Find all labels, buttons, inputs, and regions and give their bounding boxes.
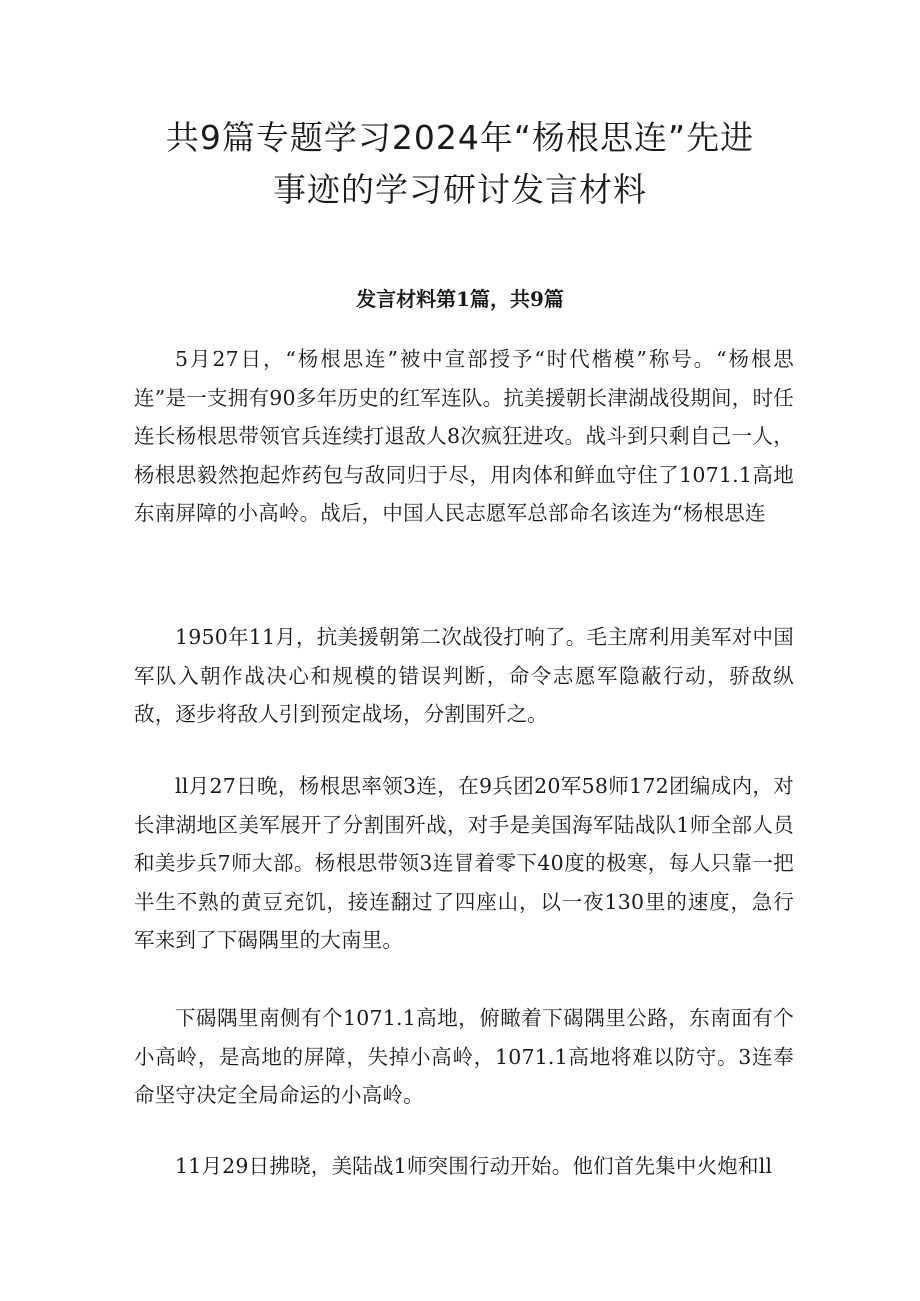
document-title — [130, 112, 790, 216]
body-paragraph-5: 11月29日拂晓，美陆战1师突围行动开始。他们首先集中火炮和ll — [175, 1154, 773, 1178]
body-paragraph-2: 1950年11月，抗美援朝第二次战役打响了。毛主席利用美军对中国军队入朝作战决心和规模的错误判断，命令志愿军隐蔽行动，骄敌纵敌，逐步将敌人引到预定战场，分割围歼之。 — [134, 625, 794, 727]
body-paragraph-3: ll月27日晚，杨根思率领3连，在9兵团20军58师172团编成内，对长津湖地区美军展开了分割围歼战，对手是美国海军陆战队1师全部人员和美步兵7师大部。杨根思带领3连冒着零下40度的极寒，每人只靠一把半生不熟的黄豆充饥，接连翻过了四座山，以一夜130里的速度，急行军来到了下碣隅里的大南里。 — [134, 774, 794, 953]
section-heading: 发言材料第1篇，共9篇 — [356, 287, 564, 311]
document-title-line-2: 事迹的学习研讨发言材料 — [273, 170, 647, 209]
document-title-line-1: 共9篇专题学习2024年“杨根思连”先进 — [165, 118, 755, 157]
body-paragraph-4: 下碣隅里南侧有个1071.1高地，俯瞰着下碣隅里公路，东南面有个小高岭，是高地的屏障，失掉小高岭，1071.1高地将难以防守。3连奉命坚守决定全局命运的小高岭。 — [134, 1006, 794, 1108]
body-paragraph-1: 5月27日，“杨根思连”被中宣部授予“时代楷模”称号。“杨根思连”是一支拥有90多年历史的红军连队。抗美援朝长津湖战役期间，时任连长杨根思带领官兵连续打退敌人8次疯狂进攻。战斗到只剩自己一人，杨根思毅然抱起炸药包与敌同归于尽，用肉体和鲜血守住了1071.1高地东南屏障的小高岭。战后，中国人民志愿军总部命名该连为“杨根思连 — [134, 347, 794, 526]
